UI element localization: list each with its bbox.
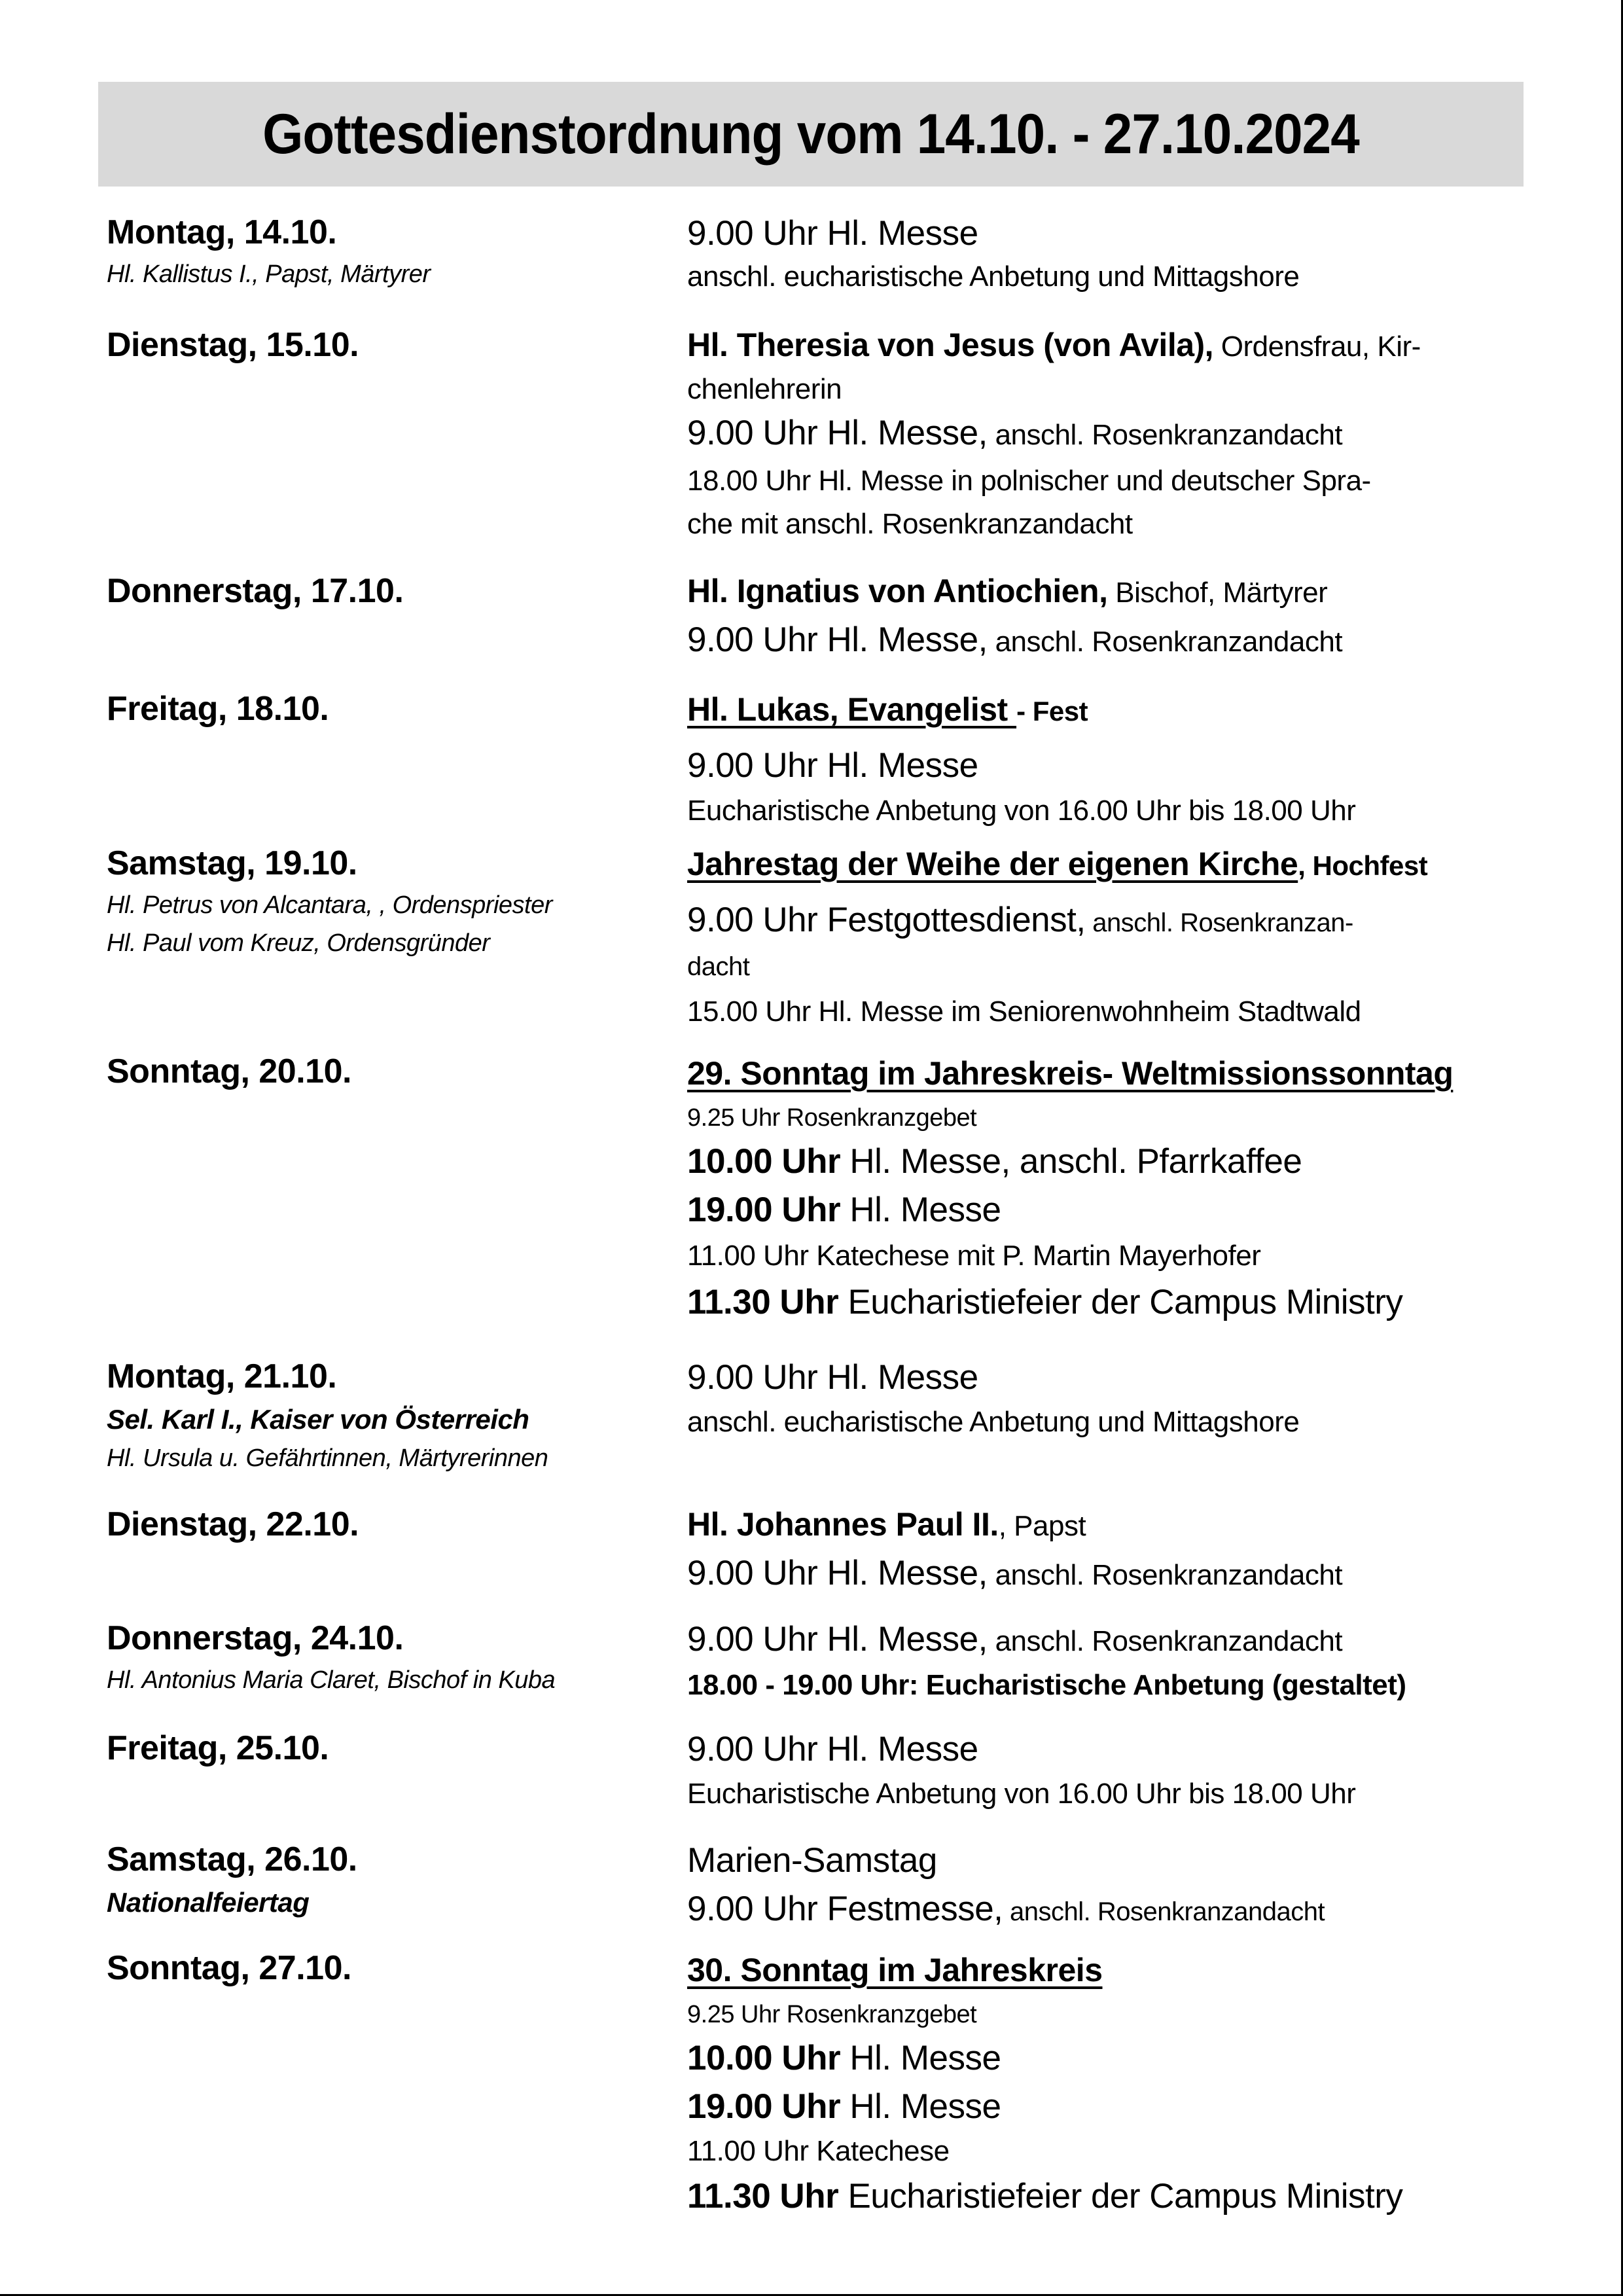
event-line bbox=[687, 2083, 1603, 2131]
day-events bbox=[687, 209, 1603, 296]
event-desc: Hl. Messe bbox=[840, 1191, 1001, 1229]
event-line bbox=[687, 1278, 1603, 1327]
day-label-block bbox=[107, 840, 669, 962]
event-time: 19.00 Uhr bbox=[687, 2087, 841, 2126]
saint-note: Hl. Paul vom Kreuz, Ordensgründer bbox=[107, 929, 490, 957]
event-line bbox=[687, 1138, 1603, 1186]
day-name: Samstag, 19.10. bbox=[107, 844, 357, 882]
event-desc: Hl. Messe, anschl. Pfarrkaffee bbox=[840, 1142, 1302, 1181]
event-line bbox=[687, 1615, 1603, 1666]
day-name: Sonntag, 20.10. bbox=[107, 1052, 351, 1090]
event-note: anschl. Rosenkranzandacht bbox=[987, 626, 1343, 658]
feast-rank: - Fest bbox=[1016, 696, 1088, 726]
event-desc: Eucharistiefeier der Campus Ministry bbox=[838, 2177, 1403, 2215]
day-name: Donnerstag, 24.10. bbox=[107, 1619, 404, 1657]
day-label-block bbox=[107, 1945, 669, 1991]
feast-name: Hl. Lukas, Evangelist bbox=[687, 691, 1017, 728]
event-line bbox=[687, 1501, 1603, 1549]
feast-rank: , Hochfest bbox=[1298, 850, 1428, 881]
day-name: Samstag, 26.10. bbox=[107, 1840, 357, 1878]
day-events bbox=[687, 322, 1603, 546]
event-line: che mit anschl. Rosenkranzandacht bbox=[687, 508, 1133, 540]
event-line bbox=[687, 1186, 1603, 1234]
event-line bbox=[687, 896, 1603, 947]
day-events bbox=[687, 1049, 1603, 1327]
feast-name: Jahrestag der Weihe der eigenen Kirche bbox=[687, 846, 1298, 882]
day-events bbox=[687, 840, 1603, 1035]
event-line bbox=[687, 616, 1603, 666]
event-line: chenlehrerin bbox=[687, 373, 842, 405]
feast-note: Ordensfrau, Kir- bbox=[1213, 331, 1421, 363]
saint-note: Hl. Antonius Maria Claret, Bischof in Kuba bbox=[107, 1666, 556, 1694]
feast-note: Bischof, Märtyrer bbox=[1107, 577, 1328, 609]
day-events bbox=[687, 1615, 1603, 1705]
event-line: 9.00 Uhr Hl. Messe bbox=[687, 746, 978, 785]
event-note: Hl. Messe im Seniorenwohnheim Stadtwald bbox=[810, 996, 1361, 1028]
event-time: 11.30 Uhr bbox=[687, 1283, 839, 1321]
saint-note: Hl. Petrus von Alcantara, , Ordenspriester bbox=[107, 891, 552, 919]
saint-note: Nationalfeiertag bbox=[107, 1887, 310, 1918]
event-line: Eucharistische Anbetung von 16.00 Uhr bis 18.00 Uhr bbox=[687, 1778, 1356, 1810]
saint-note: Hl. Ursula u. Gefährtinnen, Märtyrerinnen bbox=[107, 1444, 548, 1472]
event-line: 18.00 - 19.00 Uhr: Eucharistische Anbetung (gestaltet) bbox=[687, 1669, 1406, 1701]
saint-note: Sel. Karl I., Kaiser von Österreich bbox=[107, 1404, 529, 1435]
event-line bbox=[687, 986, 1603, 1035]
event-line bbox=[687, 568, 1603, 616]
event-line: Eucharistische Anbetung von 16.00 Uhr bis 18.00 Uhr bbox=[687, 795, 1356, 827]
day-label-block bbox=[107, 209, 669, 293]
title-banner bbox=[98, 82, 1524, 187]
event-time: 11.30 Uhr bbox=[687, 2177, 839, 2215]
page-title: Gottesdienstordnung vom 14.10. - 27.10.2024 bbox=[262, 102, 1359, 166]
event-note: anschl. Rosenkranzan- bbox=[1085, 908, 1353, 937]
event-main: 9.00 Uhr Festgottesdienst, bbox=[687, 901, 1086, 939]
event-line bbox=[687, 2172, 1603, 2221]
event-desc: Hl. Messe bbox=[840, 2039, 1001, 2077]
saint-note: Hl. Kallistus I., Papst, Märtyrer bbox=[107, 260, 431, 288]
feast-note: , Papst bbox=[998, 1510, 1086, 1542]
day-name: Sonntag, 27.10. bbox=[107, 1949, 351, 1987]
event-desc: Hl. Messe bbox=[840, 2087, 1001, 2126]
day-label-block bbox=[107, 322, 669, 368]
day-events bbox=[687, 1837, 1603, 1936]
event-line: 9.00 Uhr Hl. Messe bbox=[687, 1730, 978, 1768]
day-label-block bbox=[107, 1837, 669, 1923]
sunday-title: 30. Sonntag im Jahreskreis bbox=[687, 1952, 1103, 1988]
event-line: Marien-Samstag bbox=[687, 1841, 937, 1880]
day-label-block bbox=[107, 686, 669, 732]
feast-name: Hl. Johannes Paul II. bbox=[687, 1506, 999, 1543]
day-events bbox=[687, 568, 1603, 666]
event-line: 9.25 Uhr Rosenkranzgebet bbox=[687, 1104, 977, 1132]
day-name: Montag, 14.10. bbox=[107, 213, 337, 251]
day-label-block bbox=[107, 1354, 669, 1477]
day-label-block bbox=[107, 1049, 669, 1094]
event-main: 9.00 Uhr Festmesse, bbox=[687, 1890, 1003, 1928]
day-name: Montag, 21.10. bbox=[107, 1357, 337, 1395]
day-label-block bbox=[107, 1725, 669, 1771]
day-label-block bbox=[107, 1501, 669, 1547]
event-main: 9.00 Uhr Hl. Messe, bbox=[687, 414, 988, 452]
event-line: 18.00 Uhr Hl. Messe in polnischer und deutscher Spra- bbox=[687, 465, 1371, 497]
feast-name: Hl. Theresia von Jesus (von Avila), bbox=[687, 327, 1214, 363]
event-line bbox=[687, 1549, 1603, 1600]
event-line bbox=[687, 686, 1603, 742]
event-line: dacht bbox=[687, 952, 750, 981]
event-line: anschl. eucharistische Anbetung und Mittagshore bbox=[687, 260, 1300, 293]
event-main: 9.00 Uhr Hl. Messe, bbox=[687, 620, 988, 659]
day-events bbox=[687, 1945, 1603, 2221]
day-name: Dienstag, 22.10. bbox=[107, 1505, 359, 1543]
event-note: anschl. Rosenkranzandacht bbox=[1003, 1897, 1325, 1926]
event-desc: Eucharistiefeier der Campus Ministry bbox=[838, 1283, 1403, 1321]
event-line bbox=[687, 409, 1603, 459]
day-events bbox=[687, 1354, 1603, 1443]
event-time: 19.00 Uhr bbox=[687, 1191, 841, 1229]
event-line bbox=[687, 2034, 1603, 2083]
event-time: 15.00 Uhr bbox=[687, 996, 811, 1028]
event-note: anschl. Rosenkranzandacht bbox=[987, 419, 1343, 451]
event-time: 10.00 Uhr bbox=[687, 2039, 841, 2077]
event-line: 9.00 Uhr Hl. Messe bbox=[687, 214, 978, 253]
event-line: 11.00 Uhr Katechese mit P. Martin Mayerhofer bbox=[687, 1240, 1261, 1272]
event-time: 10.00 Uhr bbox=[687, 1142, 841, 1181]
event-main: 9.00 Uhr Hl. Messe, bbox=[687, 1620, 988, 1659]
event-line: anschl. eucharistische Anbetung und Mittagshore bbox=[687, 1406, 1300, 1438]
day-name: Donnerstag, 17.10. bbox=[107, 572, 404, 610]
day-name: Dienstag, 15.10. bbox=[107, 326, 359, 364]
day-name: Freitag, 18.10. bbox=[107, 690, 329, 728]
feast-name: Hl. Ignatius von Antiochien, bbox=[687, 573, 1108, 609]
event-line bbox=[687, 1885, 1603, 1936]
event-line bbox=[687, 322, 1603, 370]
day-events bbox=[687, 686, 1603, 832]
event-note: anschl. Rosenkranzandacht bbox=[987, 1559, 1343, 1591]
day-label-block bbox=[107, 568, 669, 614]
event-note: anschl. Rosenkranzandacht bbox=[987, 1625, 1343, 1657]
day-events bbox=[687, 1725, 1603, 1814]
day-events bbox=[687, 1501, 1603, 1600]
event-line: 9.25 Uhr Rosenkranzgebet bbox=[687, 2001, 977, 2028]
day-name: Freitag, 25.10. bbox=[107, 1729, 329, 1767]
event-main: 9.00 Uhr Hl. Messe, bbox=[687, 1554, 988, 1592]
event-line: 11.00 Uhr Katechese bbox=[687, 2135, 950, 2167]
sunday-title: 29. Sonntag im Jahreskreis- Weltmissionssonntag bbox=[687, 1055, 1454, 1092]
event-line: 9.00 Uhr Hl. Messe bbox=[687, 1358, 978, 1397]
day-label-block bbox=[107, 1615, 669, 1699]
event-line bbox=[687, 840, 1603, 896]
